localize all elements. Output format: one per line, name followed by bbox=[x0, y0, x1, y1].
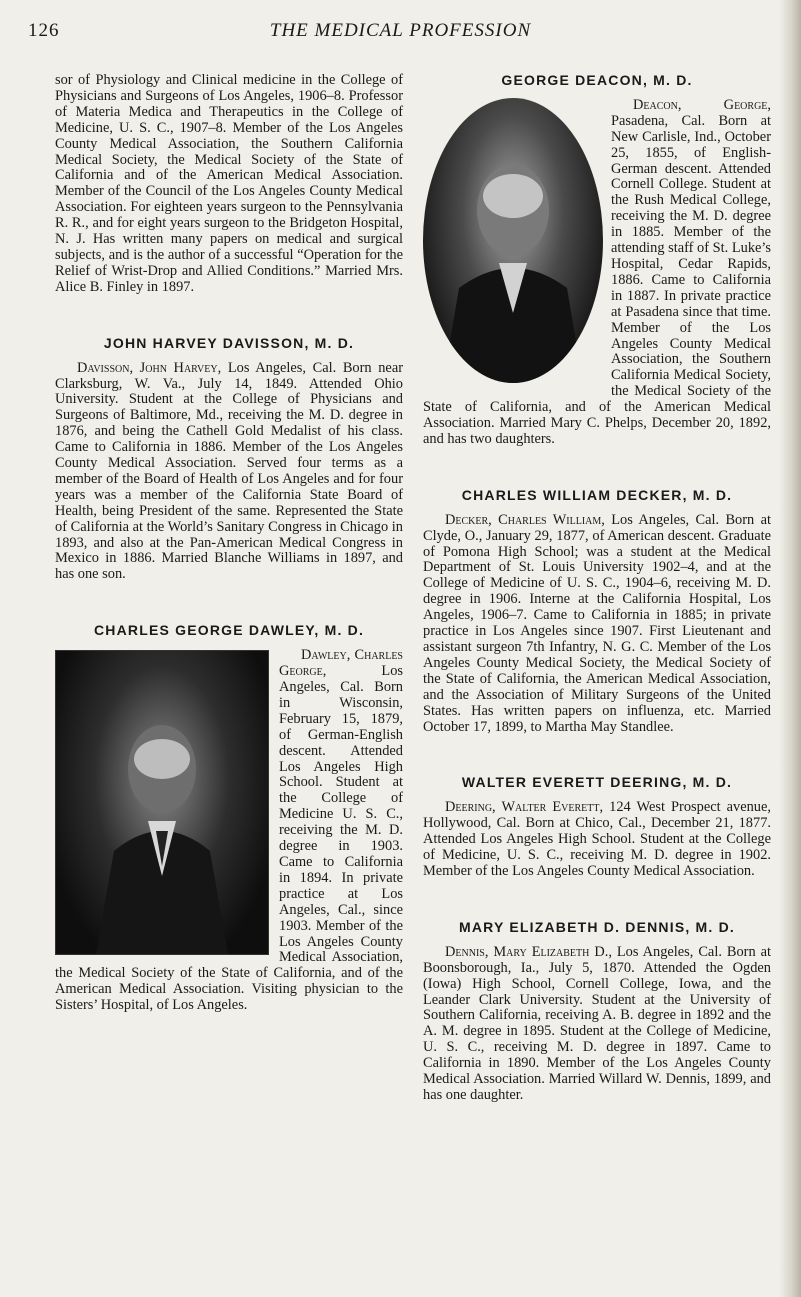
entry-text: Los Angeles, Cal. Born near Clarksburg, W. Va., July 14, 1849. Attended Ohio University. Student at the College of Physicians and Surgeons of Baltimore, Md., receiving the M. D. degree in 1876, and being the Cathell Gold Medalist of his class. Came to California in 1886. Member of the Los Angeles County Medical Association. Served four terms as a member of the Board of Health of Los Angeles and for four years was a member of the California State Board of Health, being President of the same. Represented the State of California at the World’s Sanitary Congress in Chicago in 1893, and also at the Pan-American Medical Congress in Mexico in 1886. Married Blanche Williams in 1897, and has one son. bbox=[55, 359, 403, 583]
entry-dennis bbox=[423, 920, 771, 1104]
entry-heading: JOHN HARVEY DAVISSON, M. D. bbox=[103, 334, 355, 351]
running-title: THE MEDICAL PROFESSION bbox=[269, 20, 532, 41]
section-gap bbox=[55, 583, 403, 623]
entry-body bbox=[55, 361, 403, 584]
entry-text: Los Angeles, Cal. Born at Clyde, O., January 29, 1877, of American descent. Graduate of Pomona High School; was a student at the Medical Department of St. Louis University 1902–4, and at the College of Medicine of U. S. C., 1904–6, receiving M. D. degree in 1906. Interne at the California Hospital, Los Angeles, 1906–7. Came to California in 1885; in private practice in Los Angeles since 1907. First Lieutenant and assistant surgeon 7th Infantry, N. G. C. Member of the Los Angeles County Medical Society, the Medical Society of the State of California, the American Medical Association, and the Association of Military Surgeons of the United States. Has written papers on influenza, etc. Married October 17, 1899, to Martha May Standlee. bbox=[423, 511, 771, 735]
entry-name: Dennis, Mary Elizabeth D., bbox=[445, 943, 612, 960]
entry-name: Dawley, Charles George, bbox=[279, 647, 403, 680]
entry-deacon bbox=[423, 73, 771, 448]
entry-name: Davisson, John Harvey, bbox=[77, 359, 222, 376]
entry-text: 124 West Prospect avenue, Hollywood, Cal. Born at Chico, Cal., December 21, 1877. Attended Los Angeles High School. Student at the College of Medicine, U. S. C., receiving M. D. degree in 1902. Member of the Los Angeles County Medical Association. bbox=[423, 799, 771, 879]
continued-biography: sor of Physiology and Clinical medicine in the College of Physicians and Surgeons of Los Angeles, 1906–8. Professor of Materia Medica and Therapeutics in the College of Medicine, U. S. C., 1907–8. Member of the Los Angeles County Medical Association, the Southern California Medical Society, the Medical Society of the State of California and of the American Medical Association. Member of the Council of the Los Angeles County Medical Association. For eighteen years surgeon to the Pennsylvania R. R., and for eight years surgeon to the Bridgeton Hospital, N. J. Has written many papers on medical and surgical subjects, and is the author of a successful “Operation for the Relief of Wrist-Drop and Allied Conditions.” Married Mrs. Alice B. Finley in 1897. bbox=[55, 72, 403, 295]
page-edge-shadow bbox=[779, 0, 801, 1297]
entry-heading: MARY ELIZABETH D. DENNIS, M. D. bbox=[459, 918, 735, 935]
page-header bbox=[28, 20, 773, 44]
entry-deering bbox=[423, 775, 771, 879]
entry-name: Deacon, George, bbox=[633, 96, 771, 113]
entry-dawley bbox=[55, 623, 403, 1014]
portrait-photo-dawley bbox=[55, 650, 269, 955]
portrait-photo-deacon bbox=[423, 98, 603, 383]
right-column bbox=[423, 73, 771, 1104]
entry-text: Los Angeles, Cal. Born at Boonsborough, Ia., July 5, 1870. Attended the Ogden (Iowa) High School, Cornell College, Iowa, and the Leander Clark University. Student at the University of Southern California, receiving A. B. degree in 1892 and the A. M. degree in 1895. Student at the College of Medicine, U. S. C., receiving M. D. degree in 1897. Came to California in 1890. Member of the Los Angeles County Medical Association. Married Willard W. Dennis, 1899, and has one daughter. bbox=[423, 943, 771, 1103]
entry-davisson bbox=[55, 336, 403, 584]
entry-text: Pasadena, Cal. Born at New Carlisle, Ind., October 25, 1855, of English-German descent. Attended Cornell College. Student at the Rush Medical College, receiving the M. D. degree in 1885. Member of the attending staff of St. Luke’s Hospital, Cedar Rapids, 1886. Came to California in 1887. In private practice at Pasadena since that time. Member of the Los Angeles County Medical Association, the Southern California Medical Society, the Medical Society of the State of California, and of the American Medical Association. Married Mary C. Phelps, December 20, 1892, and has two daughters. bbox=[423, 112, 772, 447]
entry-heading: WALTER EVERETT DEERING, M. D. bbox=[461, 774, 733, 791]
entry-heading: GEORGE DEACON, M. D. bbox=[501, 72, 693, 88]
entry-heading: CHARLES WILLIAM DECKER, M. D. bbox=[461, 486, 733, 503]
section-gap bbox=[423, 448, 771, 488]
entry-name: Deering, Walter Everett, bbox=[445, 799, 604, 816]
entry-text: Los Angeles, Cal. Born in Wisconsin, February 15, 1879, of German-English descent. Attended Los Angeles High School. Student at the College of Medicine U. S. C., receiving the M. D. degree in 1903. Came to California in 1894. In private practice at Los Angeles, Cal., since 1903. Member of the Los Angeles County Medical Association, the Medical Society of the State of California, and of the American Medical Association. Visiting physician to the Sisters’ Hospital, of Los Angeles. bbox=[55, 663, 403, 1014]
left-column bbox=[55, 73, 403, 1014]
portrait-figure bbox=[56, 651, 268, 954]
entry-heading: CHARLES GEORGE DAWLEY, M. D. bbox=[93, 622, 365, 639]
entry-body bbox=[423, 513, 771, 736]
section-gap bbox=[423, 735, 771, 775]
entry-decker bbox=[423, 488, 771, 736]
section-gap bbox=[55, 296, 403, 336]
entry-name: Decker, Charles William, bbox=[445, 511, 605, 528]
section-gap bbox=[423, 880, 771, 920]
entry-body bbox=[423, 945, 771, 1104]
entry-body bbox=[423, 800, 771, 880]
portrait-figure bbox=[423, 98, 603, 383]
page-number: 126 bbox=[28, 20, 60, 41]
